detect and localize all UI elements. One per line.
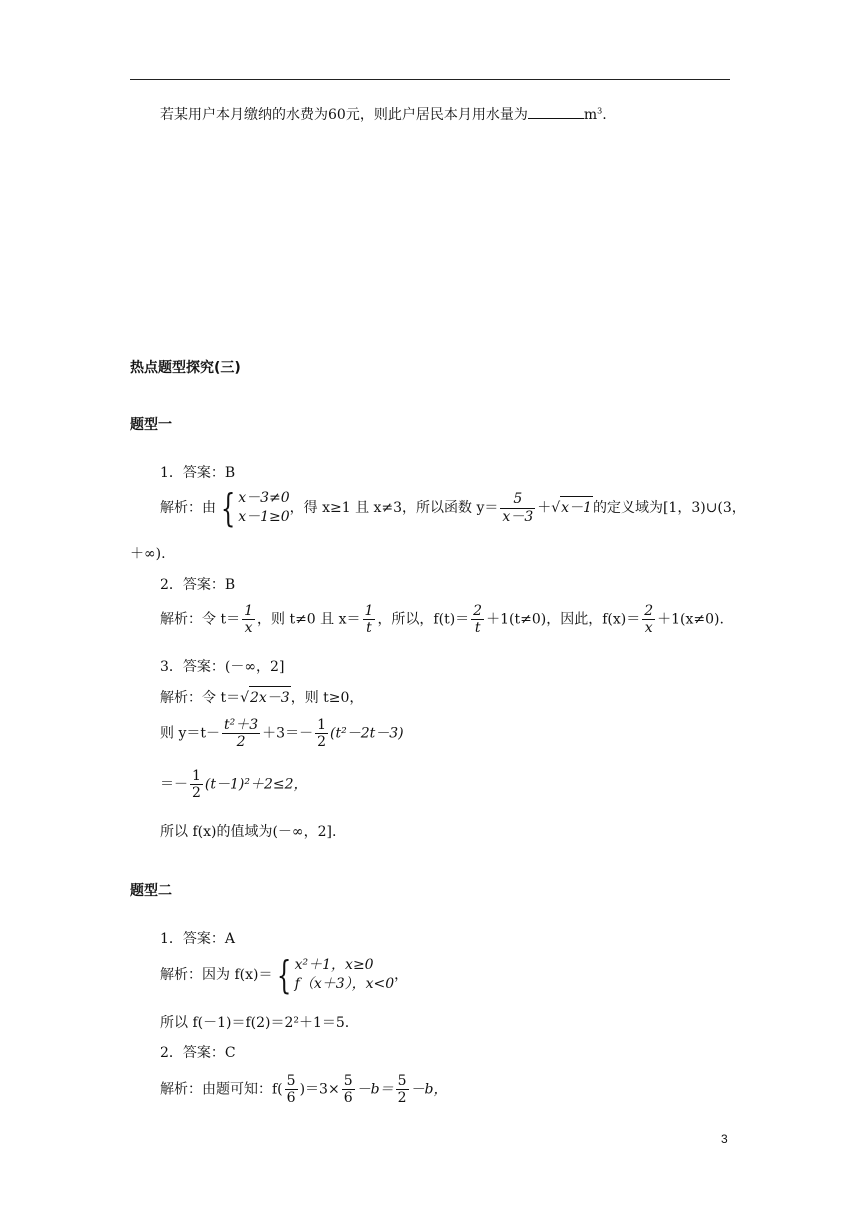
t1-q1-wrap: ＋∞).: [130, 546, 166, 562]
t1-q3-line1: 解析：令 t＝√2x－3，则 t≥0，: [160, 686, 363, 707]
t2-q1-analysis: 解析：因为 f(x)＝ { x²＋1，x≥0 f（x＋3），x<0 ，: [160, 953, 409, 997]
t1-q3-answer: 3．答案：(－∞，2]: [160, 659, 285, 675]
answer-blank: [528, 118, 584, 119]
section-title: 热点题型探究(三): [130, 360, 241, 376]
t2-q2-answer: 2．答案：C: [160, 1045, 236, 1061]
t1-q2-analysis: 解析：令 t＝ $\frac{1}{x}$ ，则 t≠0 且 x＝ $\frac{1}{t}$ ，所以，f(t)＝ $\frac{2}{t}$ ＋1(t≠0)，因此，f(x)＝ $\frac{2}{x}$ ＋1(x≠0).: [160, 603, 724, 637]
t1-q3-line3: ＝－ $\frac{1}{2}$ (t－1)²＋2≤2，: [160, 768, 308, 802]
t1-q1-answer: 1．答案：B: [160, 465, 236, 481]
t1-q3-line2: 则 y＝t－ $\frac{\text{t²＋3}}{2}$ ＋3＝－ $\frac{1}{2}$ (t²－2t－3): [160, 717, 404, 751]
type2-heading: 题型二: [130, 883, 172, 899]
page-number: 3: [721, 1132, 728, 1146]
t2-q1-line2: 所以 f(－1)＝f(2)＝2²＋1＝5.: [160, 1015, 350, 1031]
t2-q2-analysis: 解析：由题可知：f( $\frac{5}{6}$ )＝3× $\frac{5}{6}$ －b＝ $\frac{5}{2}$ －b，: [160, 1073, 448, 1107]
t1-q3-line4: 所以 f(x)的值域为(－∞，2].: [160, 824, 337, 840]
type1-heading: 题型一: [130, 417, 172, 433]
t2-q1-answer: 1．答案：A: [160, 931, 236, 947]
t1-q1-analysis: 解析：由 { x－3≠0 x－1≥0 ，得 x≥1 且 x≠3，所以函数 y＝ $\frac{5}{x-3}$ ＋√x－1的定义域为[1，3)∪(3，: [160, 486, 746, 530]
header-rule: [130, 79, 730, 80]
t1-q2-answer: 2．答案：B: [160, 577, 236, 593]
intro-line: 若某用户本月缴纳的水费为60元，则此户居民本月用水量为 $m^3$.: [160, 106, 607, 123]
